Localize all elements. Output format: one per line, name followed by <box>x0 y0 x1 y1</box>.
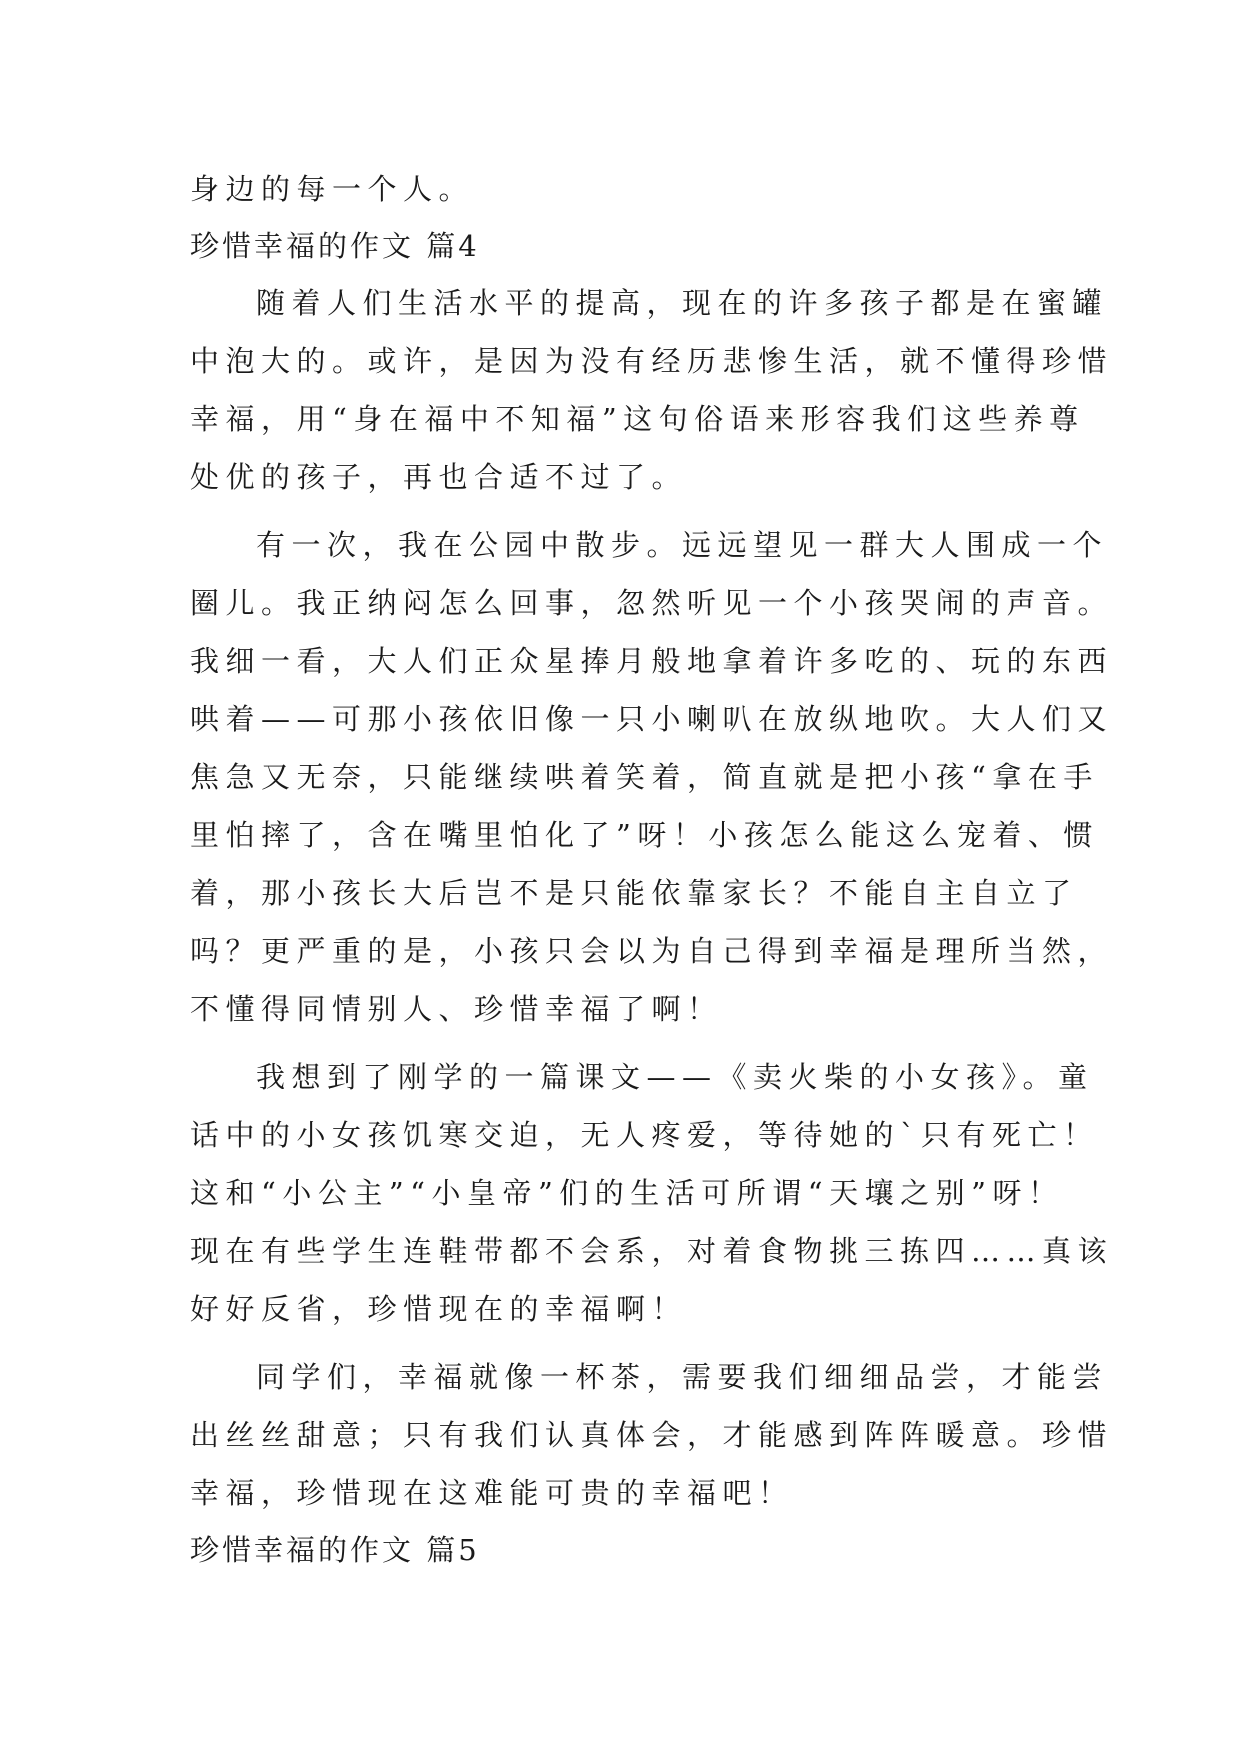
paragraph-line: 现在有些学生连鞋带都不会系，对着食物挑三拣四……真该 <box>190 1234 1114 1268</box>
paragraph <box>190 1048 1114 1338</box>
paragraph-line: 话中的小女孩饥寒交迫，无人疼爱，等待她的`只有死亡！ <box>190 1118 1099 1152</box>
text-line: 身边的每一个人。 <box>190 172 475 206</box>
section-heading: 珍惜幸福的作文 篇4 <box>190 229 480 263</box>
paragraph-line: 里怕摔了，含在嘴里怕化了”呀！小孩怎么能这么宠着、惯 <box>190 818 1099 852</box>
paragraph-line: 焦急又无奈，只能继续哄着笑着，简直就是把小孩“拿在手 <box>190 760 1099 794</box>
paragraph-gap <box>190 1038 1060 1048</box>
paragraph-line: 不懂得同情别人、珍惜幸福了啊！ <box>190 992 723 1026</box>
section-heading: 珍惜幸福的作文 篇5 <box>190 1533 480 1567</box>
paragraph-line: 哄着——可那小孩依旧像一只小喇叭在放纵地吹。大人们又 <box>190 702 1114 736</box>
paragraph-line: 出丝丝甜意；只有我们认真体会，才能感到阵阵暖意。珍惜 <box>190 1418 1114 1452</box>
paragraph-line: 好好反省，珍惜现在的幸福啊！ <box>190 1292 688 1326</box>
paragraph-line: 我想到了刚学的一篇课文——《卖火柴的小女孩》。童 <box>256 1060 1094 1094</box>
paragraph-line: 圈儿。我正纳闷怎么回事，忽然听见一个小孩哭闹的声音。 <box>190 586 1114 620</box>
paragraph-line: 幸福，用“身在福中不知福”这句俗语来形容我们这些养尊 <box>190 402 1085 436</box>
paragraph-line: 我细一看，大人们正众星捧月般地拿着许多吃的、玩的东西 <box>190 644 1114 678</box>
paragraph <box>190 516 1114 1038</box>
paragraph-gap <box>190 506 1060 516</box>
paragraph-line: 幸福，珍惜现在这难能可贵的幸福吧！ <box>190 1476 794 1510</box>
paragraph-gap <box>190 1338 1060 1348</box>
paragraph <box>190 274 1114 506</box>
paragraph-line: 有一次，我在公园中散步。远远望见一群大人围成一个 <box>256 528 1109 562</box>
paragraph-line: 同学们，幸福就像一杯茶，需要我们细细品尝，才能尝 <box>256 1360 1109 1394</box>
document-body <box>190 160 1114 1578</box>
paragraph-line: 中泡大的。或许，是因为没有经历悲惨生活，就不懂得珍惜 <box>190 344 1114 378</box>
paragraph-line: 随着人们生活水平的提高，现在的许多孩子都是在蜜罐 <box>256 286 1109 320</box>
paragraph-line: 这和“小公主”“小皇帝”们的生活可所谓“天壤之别”呀！ <box>190 1176 1064 1210</box>
paragraph-line: 吗？更严重的是，小孩只会以为自己得到幸福是理所当然， <box>190 934 1114 968</box>
paragraph <box>190 1348 1114 1522</box>
paragraph-line: 着，那小孩长大后岂不是只能依靠家长？不能自主自立了 <box>190 876 1078 910</box>
paragraph-line: 处优的孩子，再也合适不过了。 <box>190 460 688 494</box>
